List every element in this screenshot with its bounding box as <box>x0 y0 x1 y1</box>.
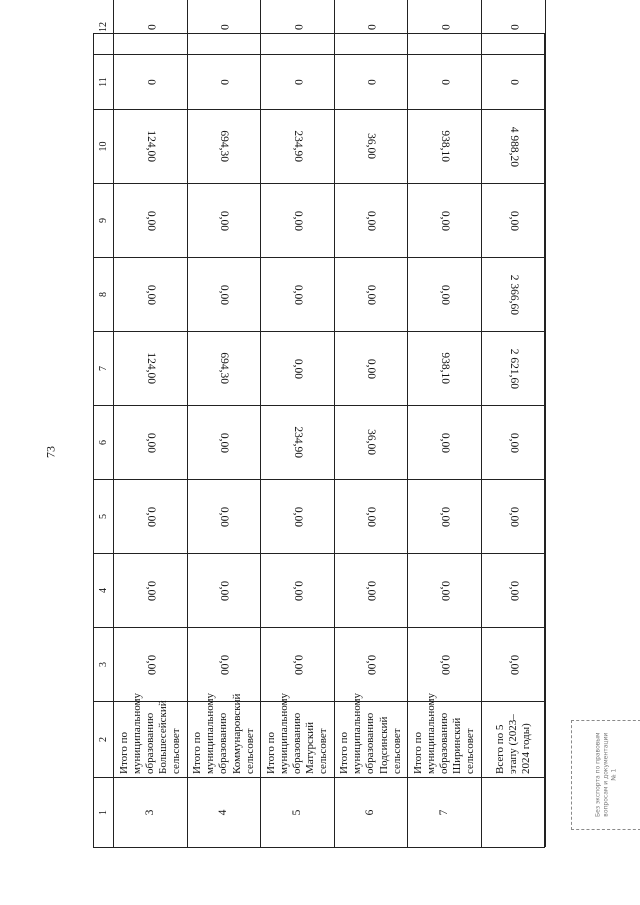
value-text: 0,00 <box>439 506 452 527</box>
value-text: 0 <box>145 79 158 85</box>
value-cell <box>261 331 335 405</box>
value-cell <box>335 405 408 479</box>
value-text: 0,00 <box>365 210 378 231</box>
value-text: 0,00 <box>145 210 158 231</box>
value-text: 0,00 <box>508 580 521 601</box>
value-text: 0 <box>508 79 521 85</box>
value-text: 0 <box>218 79 231 85</box>
value-text: 0 <box>218 24 231 30</box>
value-text: 0 <box>292 24 305 30</box>
value-cell <box>408 257 482 331</box>
value-cell <box>335 331 408 405</box>
value-cell <box>482 479 546 553</box>
header-cell: 9 <box>94 183 114 257</box>
value-text: 0,00 <box>292 506 305 527</box>
value-text: 0 <box>508 24 521 30</box>
value-cell <box>188 0 261 54</box>
value-cell <box>335 54 408 109</box>
value-text: 0,00 <box>439 432 452 453</box>
value-text: 234,90 <box>292 130 305 163</box>
value-text: 0 <box>365 24 378 30</box>
header-cell: 3 <box>94 627 114 701</box>
value-text: 0,00 <box>508 210 521 231</box>
value-cell <box>482 553 546 627</box>
header-cell: 8 <box>94 257 114 331</box>
header-cell: 11 <box>94 54 114 109</box>
value-cell <box>114 257 188 331</box>
value-text: 0,00 <box>439 210 452 231</box>
value-text: 4 988,20 <box>508 126 521 167</box>
value-cell <box>261 627 335 701</box>
value-text: 0 <box>439 24 452 30</box>
value-text: 0,00 <box>218 506 231 527</box>
stamp-text <box>594 733 617 818</box>
row-number-cell: 7 <box>408 777 482 847</box>
value-cell <box>261 54 335 109</box>
value-text: 0 <box>145 24 158 30</box>
municipality-name-cell: Итого по муниципальному образованию Коммунаровский сельсовет <box>188 701 261 777</box>
row-number-cell: 3 <box>114 777 188 847</box>
value-cell <box>482 257 546 331</box>
value-cell <box>261 257 335 331</box>
value-cell <box>188 627 261 701</box>
value-cell <box>482 627 546 701</box>
value-cell <box>408 405 482 479</box>
value-cell <box>408 0 482 54</box>
value-text: 0,00 <box>365 506 378 527</box>
value-text: 694,30 <box>218 130 231 163</box>
value-cell <box>482 109 546 183</box>
value-text: 0,00 <box>145 506 158 527</box>
value-text: 0,00 <box>145 284 158 305</box>
summary-table <box>93 22 545 848</box>
value-cell <box>335 257 408 331</box>
header-cell: 7 <box>94 331 114 405</box>
value-cell <box>188 257 261 331</box>
value-cell <box>114 627 188 701</box>
value-text: 0,00 <box>145 654 158 675</box>
value-text: 0,00 <box>365 580 378 601</box>
value-cell <box>188 109 261 183</box>
value-text: 2 366,60 <box>508 274 521 315</box>
value-cell <box>114 405 188 479</box>
header-cell: 12 <box>94 0 114 54</box>
value-text: 0,00 <box>365 358 378 379</box>
value-cell <box>114 109 188 183</box>
value-cell <box>482 183 546 257</box>
row-number-cell: 4 <box>188 777 261 847</box>
value-cell <box>482 405 546 479</box>
value-text: 0,00 <box>218 580 231 601</box>
value-text: 0,00 <box>365 654 378 675</box>
row-number-cell <box>482 777 546 847</box>
value-cell <box>261 183 335 257</box>
stamp <box>571 720 640 830</box>
header-cell: 2 <box>94 701 114 777</box>
value-cell <box>188 553 261 627</box>
header-cell: 1 <box>94 777 114 847</box>
value-cell <box>408 109 482 183</box>
value-text: 0,00 <box>508 432 521 453</box>
header-cell: 4 <box>94 553 114 627</box>
value-cell <box>114 54 188 109</box>
value-cell <box>188 479 261 553</box>
value-text: 0,00 <box>218 432 231 453</box>
value-cell <box>114 479 188 553</box>
value-text: 36,00 <box>365 429 378 456</box>
header-cell: 5 <box>94 479 114 553</box>
value-cell <box>188 54 261 109</box>
value-text: 124,00 <box>145 352 158 385</box>
header-cell: 10 <box>94 109 114 183</box>
value-text: 0,00 <box>292 284 305 305</box>
value-cell <box>408 331 482 405</box>
stamp-line: вопросам и документации <box>602 732 610 818</box>
value-text: 938,10 <box>439 130 452 163</box>
value-cell <box>335 553 408 627</box>
value-cell <box>261 553 335 627</box>
page-number: 73 <box>43 446 58 458</box>
value-cell <box>188 183 261 257</box>
value-cell <box>335 183 408 257</box>
value-cell <box>408 183 482 257</box>
stamp-line: № 1 <box>609 769 617 781</box>
value-text: 0,00 <box>292 358 305 379</box>
value-cell <box>482 331 546 405</box>
value-cell <box>408 627 482 701</box>
value-cell <box>114 183 188 257</box>
value-text: 0,00 <box>439 654 452 675</box>
value-text: 0,00 <box>292 210 305 231</box>
value-cell <box>188 331 261 405</box>
municipality-name-cell: Итого по муниципальному образованию Ширинский сельсовет <box>408 701 482 777</box>
value-cell <box>335 627 408 701</box>
municipality-name-cell: Всего по 5 этапу (2023–2024 годы) <box>482 701 546 777</box>
value-text: 0,00 <box>365 284 378 305</box>
value-cell <box>408 553 482 627</box>
value-cell <box>408 479 482 553</box>
value-text: 0 <box>365 79 378 85</box>
value-text: 0 <box>292 79 305 85</box>
value-cell <box>114 0 188 54</box>
value-cell <box>261 109 335 183</box>
value-cell <box>482 0 546 54</box>
municipality-name-cell: Итого по муниципальному образованию Матурский сельсовет <box>261 701 335 777</box>
value-cell <box>261 0 335 54</box>
value-cell <box>335 0 408 54</box>
value-text: 694,30 <box>218 352 231 385</box>
municipality-name-cell: Итого по муниципальному образованию Подсинский сельсовет <box>335 701 408 777</box>
value-text: 0,00 <box>439 284 452 305</box>
value-text: 234,90 <box>292 426 305 459</box>
value-cell <box>335 109 408 183</box>
value-text: 938,10 <box>439 352 452 385</box>
value-text: 0,00 <box>218 210 231 231</box>
value-text: 0,00 <box>145 580 158 601</box>
value-text: 0,00 <box>508 654 521 675</box>
value-text: 0,00 <box>292 580 305 601</box>
row-number-cell: 6 <box>335 777 408 847</box>
value-cell <box>114 553 188 627</box>
value-text: 0,00 <box>508 506 521 527</box>
value-cell <box>261 405 335 479</box>
value-cell <box>114 331 188 405</box>
value-text: 0,00 <box>292 654 305 675</box>
value-text: 0,00 <box>218 654 231 675</box>
municipality-name-cell: Итого по муниципальному образованию Большесейский сельсовет <box>114 701 188 777</box>
header-cell: 6 <box>94 405 114 479</box>
value-text: 0,00 <box>218 284 231 305</box>
value-text: 124,00 <box>145 130 158 163</box>
value-cell <box>408 54 482 109</box>
value-text: 2 621,60 <box>508 348 521 389</box>
value-text: 36,00 <box>365 133 378 160</box>
row-number-cell: 5 <box>261 777 335 847</box>
value-cell <box>261 479 335 553</box>
value-text: 0 <box>439 79 452 85</box>
value-text: 0,00 <box>145 432 158 453</box>
value-cell <box>482 54 546 109</box>
table-wrapper <box>93 22 545 848</box>
value-text: 0,00 <box>439 580 452 601</box>
stamp-line: Без экспорта по правовым <box>594 732 602 818</box>
stamp-border <box>571 720 640 830</box>
value-cell <box>335 479 408 553</box>
value-cell <box>188 405 261 479</box>
